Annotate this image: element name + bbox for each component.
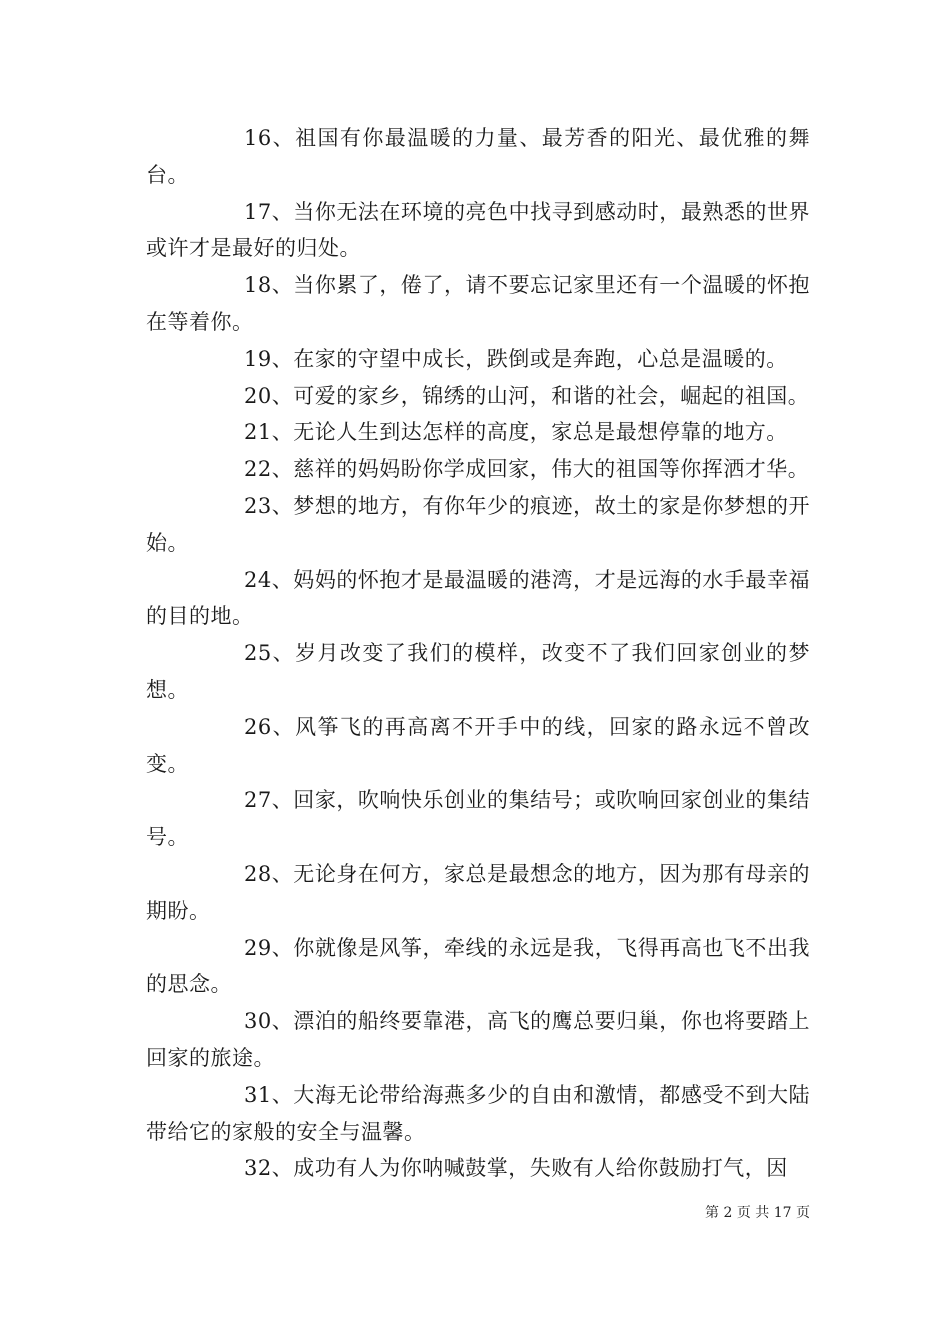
document-body [146,120,810,1187]
paragraph-28: 28、无论身在何方，家总是最想念的地方，因为那有母亲的期盼。 [146,861,810,923]
paragraph-19: 19、在家的守望中成长，跌倒或是奔跑，心总是温暖的。 [244,346,788,371]
page-number-footer: 第 2 页 共 17 页 [705,1205,810,1221]
paragraph-23: 23、梦想的地方，有你年少的痕迹，故土的家是你梦想的开始。 [146,493,810,555]
paragraph-18: 18、当你累了，倦了，请不要忘记家里还有一个温暖的怀抱在等着你。 [146,273,810,334]
paragraph-25: 25、岁月改变了我们的模样，改变不了我们回家创业的梦想。 [146,641,810,702]
paragraph-32: 32、成功有人为你呐喊鼓掌，失败有人给你鼓励打气，因 [244,1156,788,1181]
paragraph-27: 27、回家，吹响快乐创业的集结号；或吹响回家创业的集结号。 [146,788,810,850]
paragraph-22: 22、慈祥的妈妈盼你学成回家，伟大的祖国等你挥洒才华。 [244,457,810,482]
paragraph-24: 24、妈妈的怀抱才是最温暖的港湾，才是远海的水手最幸福的目的地。 [146,567,810,629]
paragraph-16: 16、祖国有你最温暖的力量、最芳香的阳光、最优雅的舞台。 [146,126,810,187]
paragraph-31: 31、大海无论带给海燕多少的自由和激情，都感受不到大陆带给它的家般的安全与温馨。 [146,1082,810,1144]
paragraph-30: 30、漂泊的船终要靠港，高飞的鹰总要归巢，你也将要踏上回家的旅途。 [146,1009,810,1070]
paragraph-21: 21、无论人生到达怎样的高度，家总是最想停靠的地方。 [244,420,788,445]
paragraph-29: 29、你就像是风筝，牵线的永远是我，飞得再高也飞不出我的思念。 [146,935,810,997]
paragraph-20: 20、可爱的家乡，锦绣的山河，和谐的社会，崛起的祖国。 [244,383,810,408]
paragraph-26: 26、风筝飞的再高离不开手中的线，回家的路永远不曾改变。 [146,714,810,776]
paragraph-17: 17、当你无法在环境的亮色中找寻到感动时，最熟悉的世界或许才是最好的归处。 [146,199,810,261]
